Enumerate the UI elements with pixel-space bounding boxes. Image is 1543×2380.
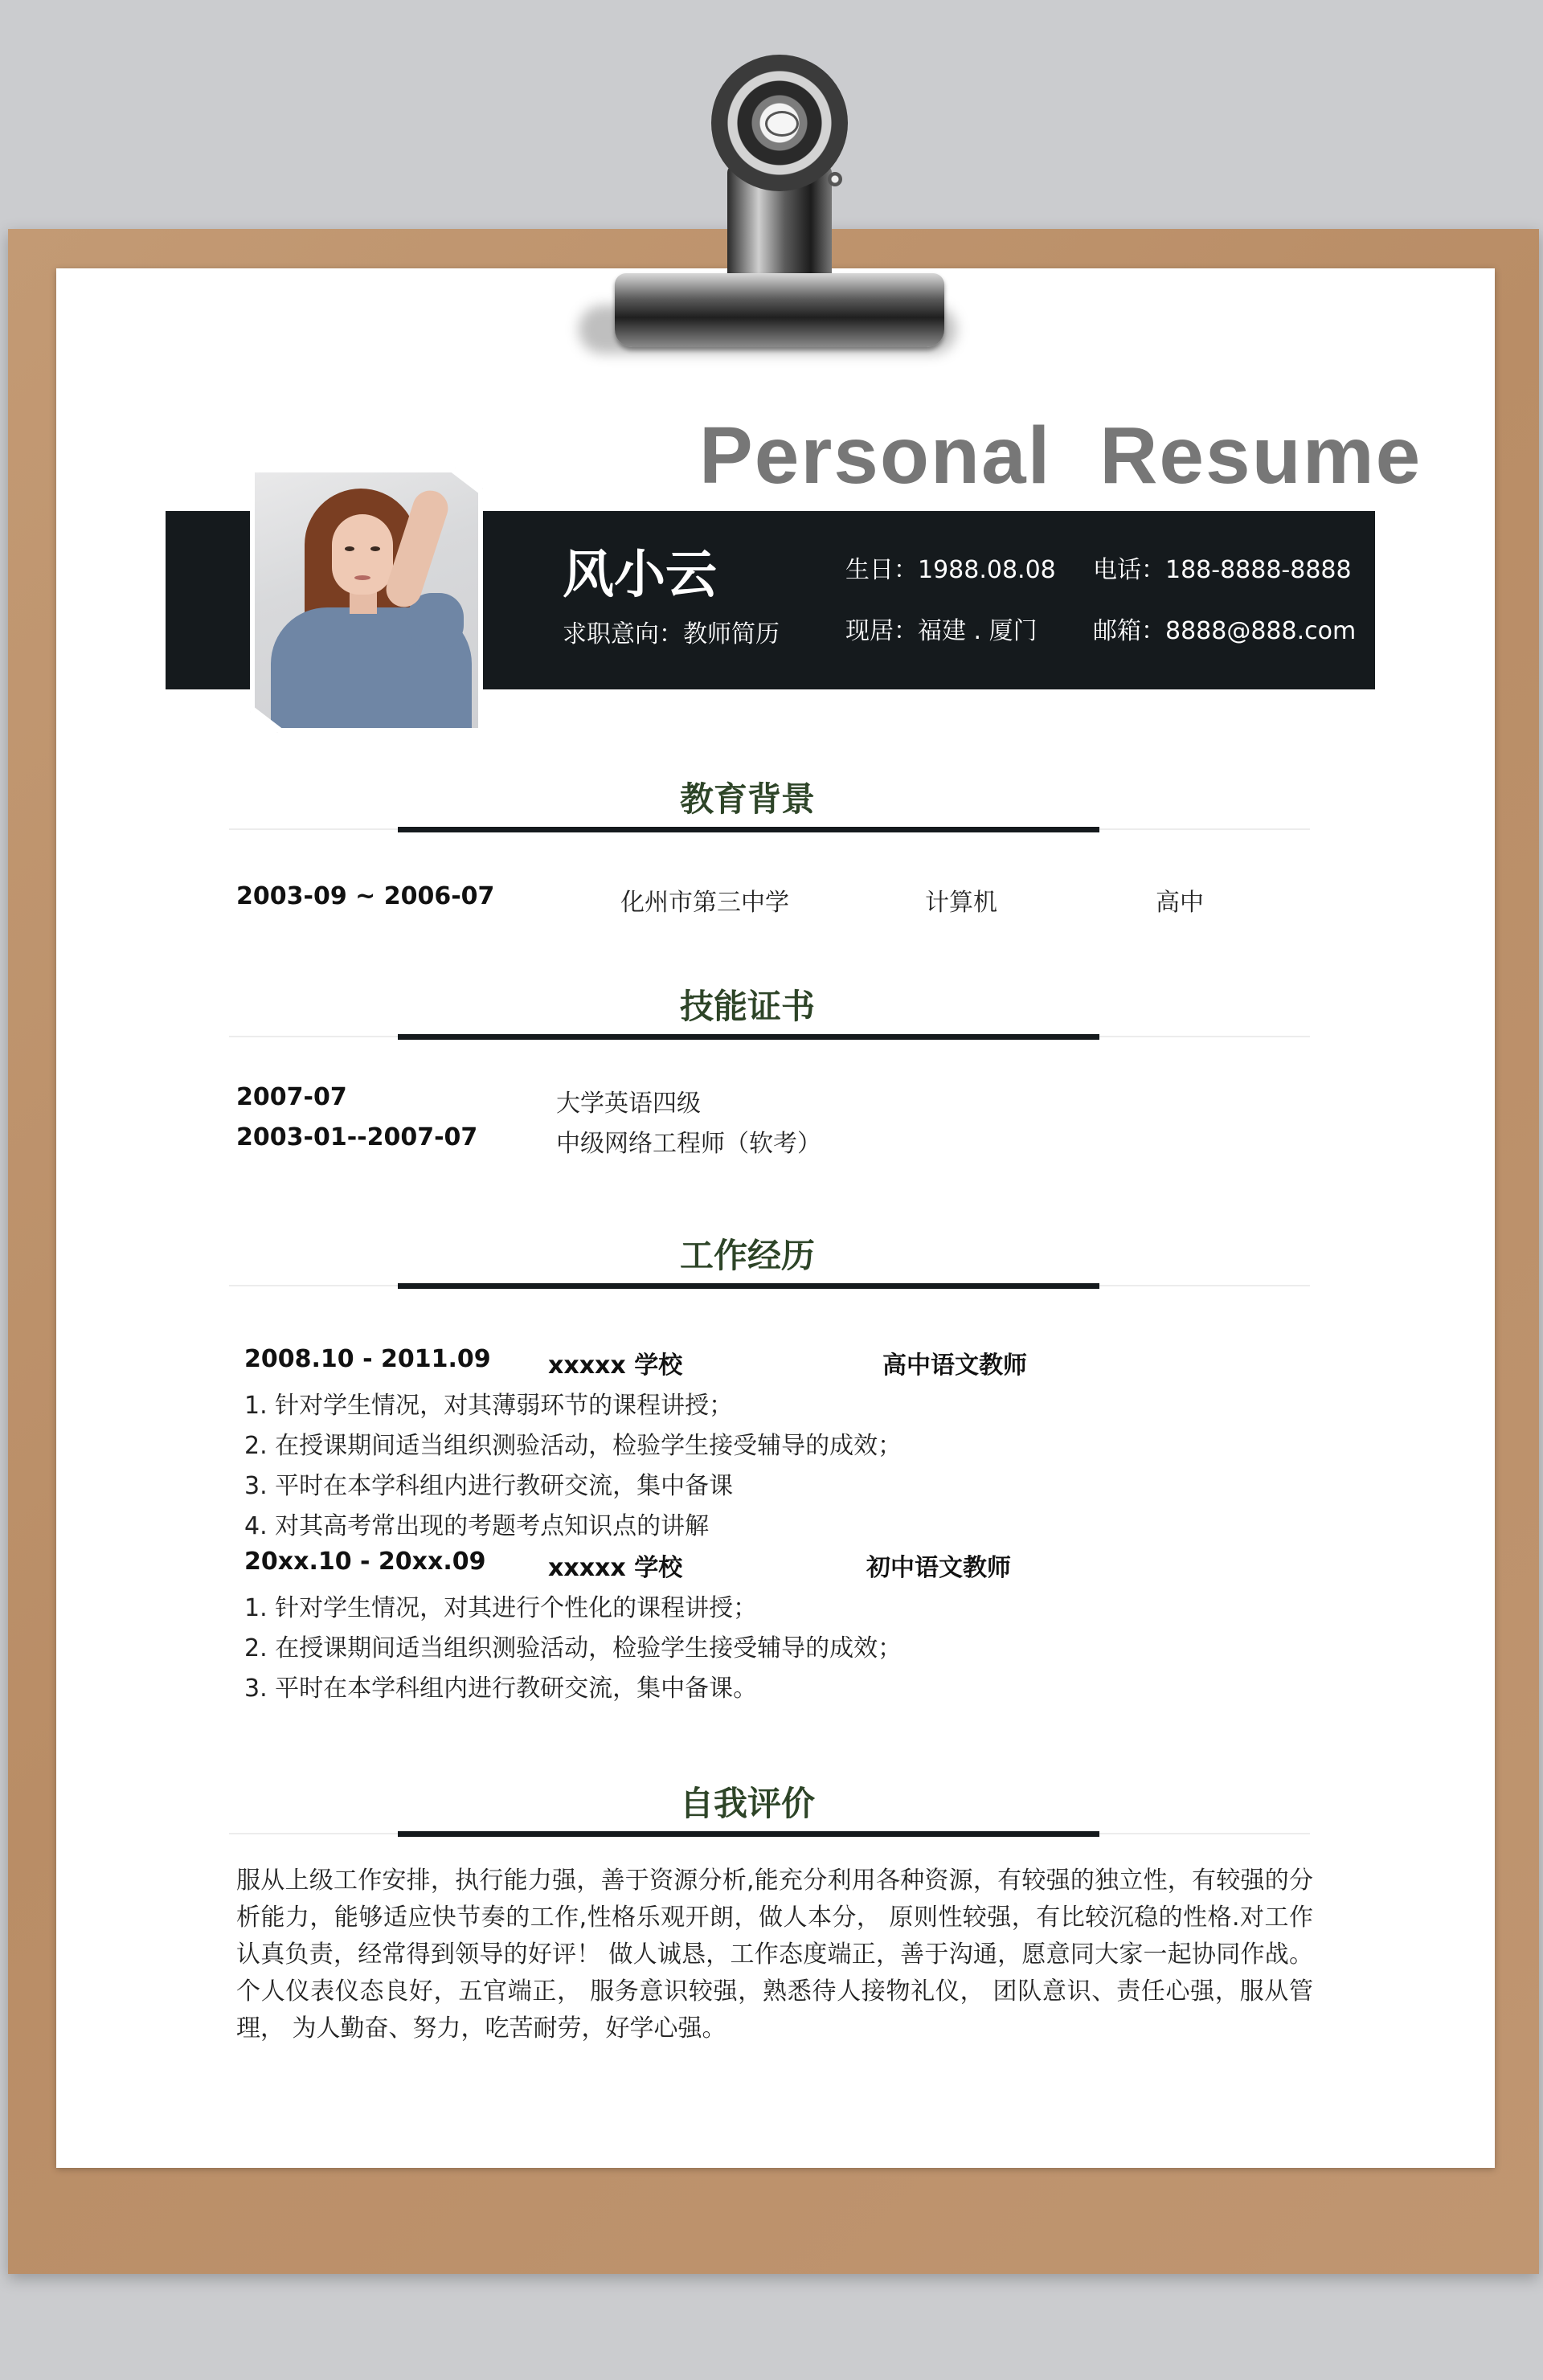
birthday: 生日：1988.08.08 xyxy=(845,556,1056,584)
section-underline xyxy=(398,1831,1099,1837)
photo-eye xyxy=(345,546,354,551)
job-duty: 3. 平时在本学科组内进行教研交流，集中备课。 xyxy=(244,1675,758,1703)
job-duty: 4. 对其高考常出现的考题考点知识点的讲解 xyxy=(244,1512,710,1540)
section-title-education: 教育背景 xyxy=(679,779,815,819)
section-title-self-evaluation: 自我评价 xyxy=(679,1784,815,1823)
job-duty: 1. 针对学生情况，对其薄弱环节的课程讲授； xyxy=(244,1392,734,1420)
binder-clip-base xyxy=(615,273,944,347)
section-underline xyxy=(398,1283,1099,1289)
job-role: 高中语文教师 xyxy=(882,1352,1027,1380)
education-degree: 高中 xyxy=(1156,889,1204,917)
profile-photo xyxy=(255,472,478,728)
phone: 电话：188-8888-8888 xyxy=(1093,556,1352,584)
job-duty: 3. 平时在本学科组内进行教研交流，集中备课 xyxy=(244,1472,734,1500)
binder-clip-hole xyxy=(765,111,799,137)
job-duty: 1. 针对学生情况，对其进行个性化的课程讲授； xyxy=(244,1594,758,1622)
photo-mouth xyxy=(354,575,370,580)
self-evaluation-text: 服从上级工作安排，执行能力强，善于资源分析,能充分利用各种资源，有较强的独立性，有较强的分析能力，能够适应快节奏的工作,性格乐观开朗，做人本分， 原则性较强，有比较沉稳的性格.对工作认真负责，经常得到领导的好评！ 做人诚恳，工作态度端正，善于沟通，愿意同大家一起协同作战。个人仪表仪态良好，五官端正， 服务意识较强，熟悉待人接物礼仪， 团队意识、责任心强，服从管理， 为人勤奋、努力，吃苦耐劳，好学心强。 xyxy=(236,1867,1313,2043)
job-org: xxxxx 学校 xyxy=(548,1352,683,1380)
candidate-name: 风小云 xyxy=(563,546,717,605)
page-title: Personal Resume xyxy=(699,411,1422,501)
section-underline xyxy=(398,1034,1099,1040)
education-major: 计算机 xyxy=(925,889,997,917)
skill-date: 2007-07 xyxy=(236,1083,347,1111)
section-title-skills: 技能证书 xyxy=(679,987,815,1026)
job-role: 初中语文教师 xyxy=(866,1554,1011,1582)
avatar xyxy=(250,468,483,733)
job-org: xxxxx 学校 xyxy=(548,1554,683,1582)
job-duty: 2. 在授课期间适当组织测验活动，检验学生接受辅导的成效； xyxy=(244,1432,902,1460)
education-period: 2003-09 ~ 2006-07 xyxy=(236,882,495,910)
skill-name: 大学英语四级 xyxy=(556,1090,701,1118)
email: 邮箱：8888@888.com xyxy=(1093,617,1357,645)
section-title-work: 工作经历 xyxy=(679,1236,815,1275)
education-school: 化州市第三中学 xyxy=(620,889,789,917)
job-duty: 2. 在授课期间适当组织测验活动，检验学生接受辅导的成效； xyxy=(244,1634,902,1662)
skill-name: 中级网络工程师（软考） xyxy=(556,1130,821,1158)
job-intent: 求职意向：教师简历 xyxy=(563,620,780,648)
residence: 现居：福建 . 厦门 xyxy=(845,617,1038,645)
skill-date: 2003-01--2007-07 xyxy=(236,1123,478,1151)
job-period: 2008.10 - 2011.09 xyxy=(244,1345,491,1373)
photo-eye xyxy=(370,546,380,551)
job-period: 20xx.10 - 20xx.09 xyxy=(244,1548,486,1576)
photo-face xyxy=(332,514,393,595)
section-underline xyxy=(398,827,1099,832)
clip-rivet xyxy=(828,172,842,186)
